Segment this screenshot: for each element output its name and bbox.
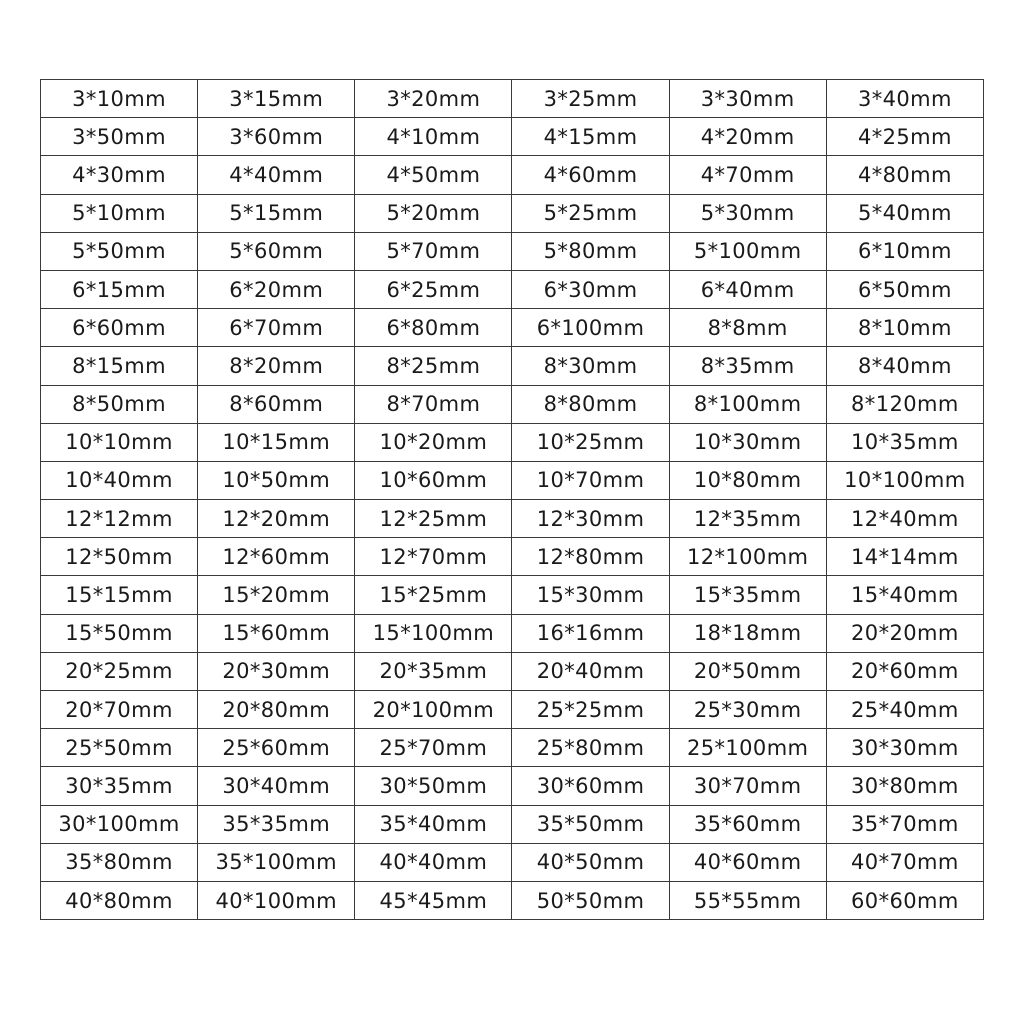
size-cell: 10*10mm [41,423,198,461]
size-cell: 15*40mm [826,576,983,614]
table-row [41,805,984,843]
size-cell: 12*60mm [198,538,355,576]
size-cell: 20*80mm [198,691,355,729]
size-cell: 15*50mm [41,614,198,652]
size-cell: 15*25mm [355,576,512,614]
size-cell: 20*20mm [826,614,983,652]
size-cell: 10*70mm [512,461,669,499]
size-cell: 8*100mm [669,385,826,423]
size-cell: 4*20mm [669,118,826,156]
table-row [41,232,984,270]
size-cell: 30*50mm [355,767,512,805]
size-cell: 3*40mm [826,80,983,118]
size-cell: 6*25mm [355,270,512,308]
size-cell: 35*35mm [198,805,355,843]
size-cell: 4*70mm [669,156,826,194]
size-cell: 30*60mm [512,767,669,805]
size-cell: 4*30mm [41,156,198,194]
size-cell: 5*20mm [355,194,512,232]
size-cell: 20*30mm [198,652,355,690]
size-cell: 4*50mm [355,156,512,194]
size-cell: 8*35mm [669,347,826,385]
table-row [41,500,984,538]
size-cell: 6*70mm [198,309,355,347]
size-cell: 40*40mm [355,843,512,881]
size-cell: 20*35mm [355,652,512,690]
size-cell: 8*10mm [826,309,983,347]
size-cell: 5*15mm [198,194,355,232]
size-cell: 12*35mm [669,500,826,538]
table-row [41,767,984,805]
size-cell: 35*100mm [198,843,355,881]
table-row [41,156,984,194]
size-cell: 6*10mm [826,232,983,270]
size-cell: 30*100mm [41,805,198,843]
size-cell: 18*18mm [669,614,826,652]
size-cell: 8*40mm [826,347,983,385]
size-cell: 12*20mm [198,500,355,538]
size-cell: 5*50mm [41,232,198,270]
size-cell: 25*100mm [669,729,826,767]
size-cell: 10*35mm [826,423,983,461]
table-row [41,881,984,919]
size-cell: 45*45mm [355,881,512,919]
size-cell: 5*10mm [41,194,198,232]
size-table-body [41,80,984,920]
size-table [40,79,984,920]
size-cell: 8*15mm [41,347,198,385]
size-cell: 5*30mm [669,194,826,232]
size-cell: 12*40mm [826,500,983,538]
size-cell: 35*50mm [512,805,669,843]
size-cell: 5*80mm [512,232,669,270]
size-cell: 4*10mm [355,118,512,156]
size-cell: 30*30mm [826,729,983,767]
size-cell: 12*30mm [512,500,669,538]
table-row [41,691,984,729]
size-cell: 4*60mm [512,156,669,194]
table-row [41,729,984,767]
size-cell: 10*100mm [826,461,983,499]
size-cell: 6*30mm [512,270,669,308]
size-cell: 25*30mm [669,691,826,729]
size-cell: 25*25mm [512,691,669,729]
size-cell: 15*35mm [669,576,826,614]
size-cell: 12*100mm [669,538,826,576]
size-cell: 10*15mm [198,423,355,461]
table-row [41,80,984,118]
size-cell: 35*40mm [355,805,512,843]
size-cell: 16*16mm [512,614,669,652]
size-cell: 20*40mm [512,652,669,690]
size-cell: 6*60mm [41,309,198,347]
size-cell: 12*25mm [355,500,512,538]
table-row [41,385,984,423]
size-cell: 3*15mm [198,80,355,118]
size-cell: 12*50mm [41,538,198,576]
size-cell: 14*14mm [826,538,983,576]
size-cell: 25*80mm [512,729,669,767]
size-cell: 25*70mm [355,729,512,767]
size-cell: 10*20mm [355,423,512,461]
size-cell: 50*50mm [512,881,669,919]
table-row [41,118,984,156]
table-row [41,347,984,385]
size-cell: 20*70mm [41,691,198,729]
table-row [41,194,984,232]
table-row [41,461,984,499]
table-row [41,309,984,347]
size-cell: 35*60mm [669,805,826,843]
size-cell: 3*30mm [669,80,826,118]
table-row [41,270,984,308]
size-cell: 10*60mm [355,461,512,499]
size-cell: 25*50mm [41,729,198,767]
size-cell: 30*70mm [669,767,826,805]
size-cell: 40*80mm [41,881,198,919]
size-cell: 35*80mm [41,843,198,881]
size-cell: 4*80mm [826,156,983,194]
size-cell: 3*50mm [41,118,198,156]
size-cell: 5*40mm [826,194,983,232]
size-cell: 8*60mm [198,385,355,423]
table-row [41,652,984,690]
size-cell: 8*70mm [355,385,512,423]
size-cell: 3*25mm [512,80,669,118]
size-cell: 8*30mm [512,347,669,385]
size-cell: 5*100mm [669,232,826,270]
size-cell: 10*50mm [198,461,355,499]
size-cell: 30*40mm [198,767,355,805]
size-cell: 10*25mm [512,423,669,461]
size-cell: 6*40mm [669,270,826,308]
size-cell: 10*40mm [41,461,198,499]
size-cell: 12*70mm [355,538,512,576]
size-cell: 8*25mm [355,347,512,385]
size-cell: 6*15mm [41,270,198,308]
size-cell: 6*50mm [826,270,983,308]
size-cell: 35*70mm [826,805,983,843]
size-cell: 20*25mm [41,652,198,690]
size-cell: 40*60mm [669,843,826,881]
size-cell: 4*40mm [198,156,355,194]
size-cell: 10*80mm [669,461,826,499]
size-cell: 60*60mm [826,881,983,919]
size-cell: 15*15mm [41,576,198,614]
table-row [41,576,984,614]
size-cell: 5*70mm [355,232,512,270]
table-row [41,843,984,881]
size-cell: 15*30mm [512,576,669,614]
size-cell: 10*30mm [669,423,826,461]
table-row [41,423,984,461]
size-cell: 12*80mm [512,538,669,576]
size-cell: 20*100mm [355,691,512,729]
size-cell: 55*55mm [669,881,826,919]
size-cell: 5*25mm [512,194,669,232]
size-cell: 25*60mm [198,729,355,767]
size-cell: 15*60mm [198,614,355,652]
size-cell: 40*100mm [198,881,355,919]
size-cell: 15*20mm [198,576,355,614]
size-cell: 30*35mm [41,767,198,805]
size-cell: 8*50mm [41,385,198,423]
size-cell: 6*20mm [198,270,355,308]
size-cell: 3*10mm [41,80,198,118]
size-cell: 3*60mm [198,118,355,156]
size-cell: 12*12mm [41,500,198,538]
size-cell: 8*8mm [669,309,826,347]
size-cell: 40*50mm [512,843,669,881]
size-cell: 8*20mm [198,347,355,385]
size-cell: 20*50mm [669,652,826,690]
size-cell: 4*15mm [512,118,669,156]
size-cell: 8*120mm [826,385,983,423]
size-cell: 4*25mm [826,118,983,156]
size-cell: 3*20mm [355,80,512,118]
size-cell: 8*80mm [512,385,669,423]
size-cell: 20*60mm [826,652,983,690]
size-cell: 30*80mm [826,767,983,805]
size-cell: 6*100mm [512,309,669,347]
table-row [41,614,984,652]
size-cell: 40*70mm [826,843,983,881]
size-cell: 15*100mm [355,614,512,652]
table-row [41,538,984,576]
size-cell: 5*60mm [198,232,355,270]
size-cell: 25*40mm [826,691,983,729]
size-cell: 6*80mm [355,309,512,347]
